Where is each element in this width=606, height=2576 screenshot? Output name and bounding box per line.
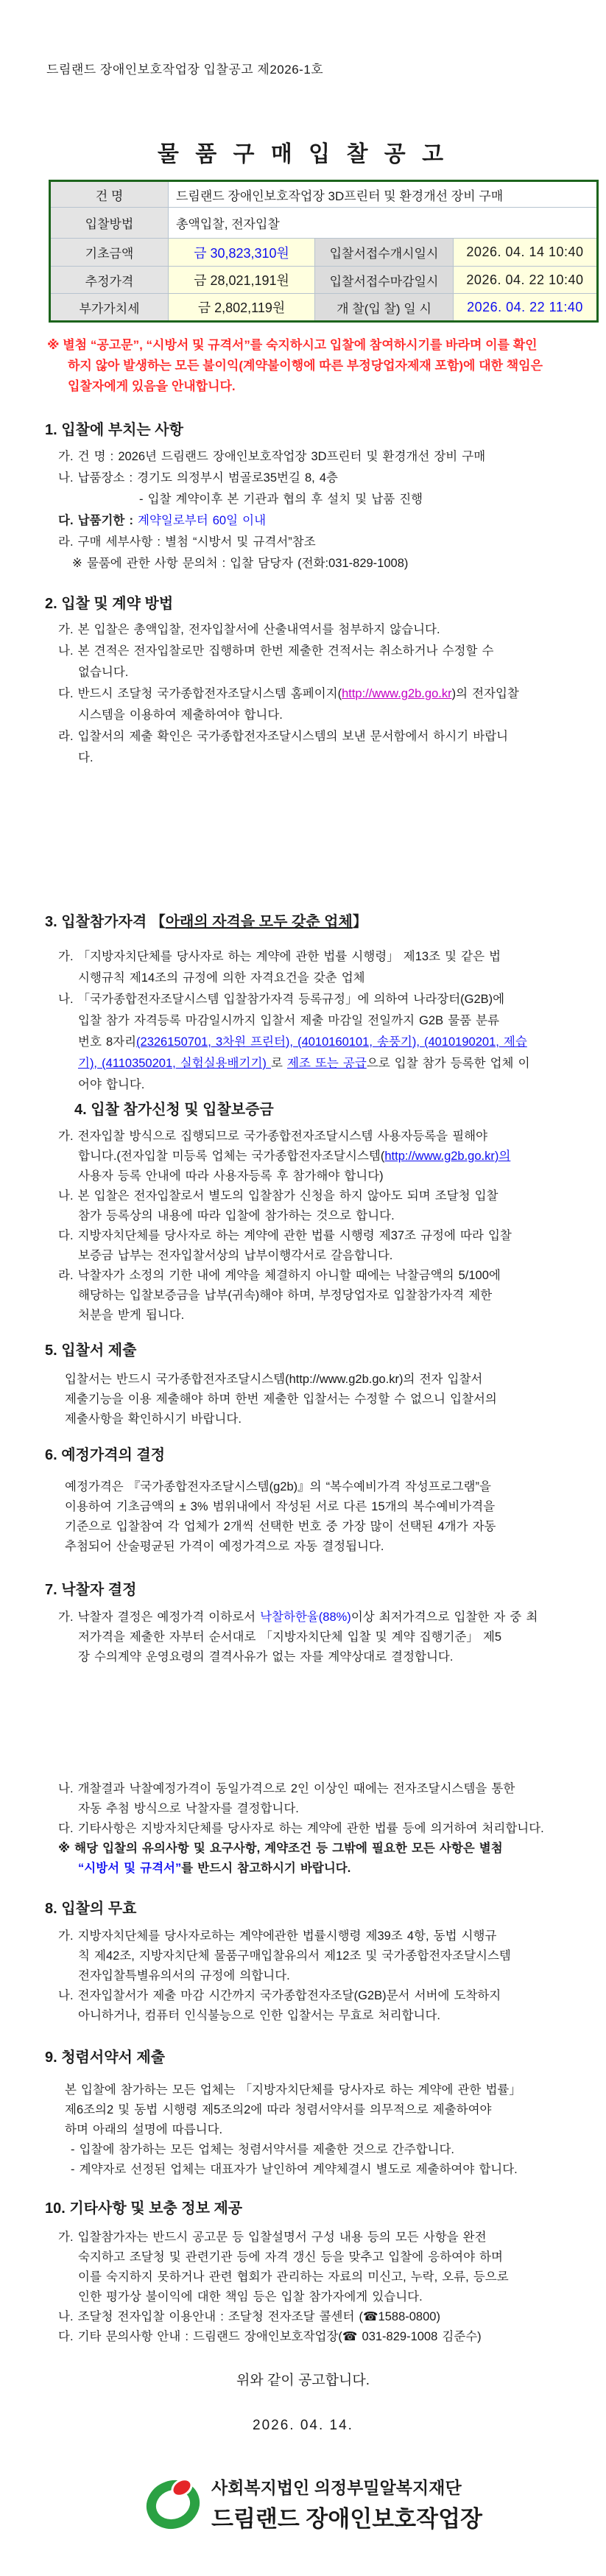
workplace-name: 드림랜드 장애인보호작업장 [211, 2506, 482, 2532]
text-segment: 10. 기타사항 및 보충 정보 제공 [45, 2200, 243, 2217]
row-label: 입찰방법 [50, 208, 169, 239]
text-segment: 가. 전자입찰 방식으로 집행되므로 국가종합전자조달시스템 사용자등록을 필해야 [58, 1130, 488, 1143]
text-line [45, 1986, 590, 2006]
text-line [45, 1946, 590, 1966]
bid-info-table [49, 180, 599, 323]
text-line [45, 1053, 590, 1074]
text-segment: 아래의 자격을 모두 갖춘 업체 [165, 914, 353, 930]
text-line [45, 553, 590, 574]
text-line [45, 1410, 590, 1429]
table-row [50, 208, 598, 239]
text-segment: 제출기능을 이용 제출해야 하며 한번 제출한 입찰서는 수정할 수 없으니 입찰서의 [65, 1393, 497, 1406]
text-segment: 하며 아래의 설명에 따릅니다. [65, 2123, 223, 2136]
text-line [45, 946, 590, 968]
text-segment: 보증금 납부는 전자입찰서상의 납부이행각서로 갈음합니다. [78, 1249, 393, 1262]
text-segment: 3. 입찰참가자격 【 [45, 914, 166, 930]
text-line [45, 2160, 590, 2180]
text-segment: 7. 낙찰자 결정 [45, 1582, 137, 1598]
text-segment: - 계약자로 선정된 업체는 대표자가 날인하여 계약체결시 별도로 제출하여야 합니다. [71, 2163, 518, 2176]
base-amount-value: 금 30,823,310원 [169, 239, 315, 267]
text-line [45, 446, 590, 468]
text-segment: 다. 지방자치단체를 당사자로 하는 계약에 관한 법률 시행령 제37조 규정에 따라 입찰 [58, 1229, 512, 1242]
announcement-date: 2026. 04. 14. [253, 2418, 353, 2433]
text-segment: 예정가격은 『국가종합전자조달시스템(g2b)』의 “복수예비가격 작성프로그램”을 [65, 1480, 491, 1493]
text-line [45, 989, 590, 1010]
text-segment: 어야 합니다. [78, 1078, 145, 1091]
text-line [45, 619, 590, 641]
text-line [45, 1390, 590, 1410]
text-segment: 가. 본 입찰은 총액입찰, 전자입찰서에 산출내역서를 첨부하지 않습니다. [58, 623, 440, 636]
text-segment: 2. 입찰 및 계약 방법 [45, 596, 174, 612]
text-line [45, 1477, 590, 1497]
text-line [45, 662, 590, 683]
text-segment: 번호 8자리 [78, 1035, 137, 1049]
text-segment: 나. 조달청 전자입찰 이용안내 : 조달청 전자조달 콜센터 (☎1588-0800) [58, 2310, 440, 2323]
section-heading [45, 1900, 590, 1918]
text-line [45, 2287, 590, 2307]
text-line [45, 1839, 590, 1859]
text-segment: )의 전자입찰 [451, 687, 519, 700]
text-line [45, 489, 590, 510]
text-segment: 인한 평가상 불이익에 대한 책임 등은 입찰 참가자에게 있습니다. [78, 2290, 423, 2304]
bid-open-datetime: 2026. 04. 14 10:40 [454, 239, 598, 267]
text-line [45, 468, 590, 489]
text-line [45, 1819, 590, 1839]
text-segment: 추첨되어 산술평균된 가격이 예정가격으로 자동 결정됩니다. [65, 1540, 384, 1553]
section-6 [45, 1446, 590, 1557]
text-line [45, 1010, 590, 1032]
bid-method-value: 총액입찰, 전자입찰 [169, 208, 598, 239]
section-8 [45, 1900, 590, 2026]
text-segment: 9. 청렴서약서 제출 [45, 2049, 166, 2066]
text-segment: 다. 반드시 조달청 국가종합전자조달시스템 홈페이지( [58, 687, 342, 700]
text-line [45, 705, 590, 726]
table-row [50, 294, 598, 322]
footer-organization [144, 2474, 482, 2533]
link-text[interactable]: http://www.g2b.go.kr [342, 687, 452, 700]
section-2 [45, 595, 590, 769]
text-segment: - 입찰 계약이후 본 기관과 협의 후 설치 및 납품 진행 [139, 493, 423, 506]
text-line [45, 1926, 590, 1946]
section-4 [45, 1101, 590, 1326]
text-segment: 1. 입찰에 부치는 사항 [45, 422, 183, 438]
text-segment: 입찰 참가 자격등록 마감일시까지 입찰서 제출 마감일 전일까지 G2B 물품 분류 [78, 1014, 500, 1027]
section-3 [45, 913, 590, 1096]
warning-line: 입찰자에게 있음을 안내합니다. [68, 379, 236, 393]
text-line [45, 1166, 590, 1186]
row-label-2: 개 찰(입 찰) 일 시 [315, 294, 454, 322]
text-segment: 이용하여 기초금액의 ± 3% 범위내에서 작성된 서로 다른 15개의 복수예비가격을 [65, 1500, 496, 1513]
opening-datetime: 2026. 04. 22 11:40 [454, 294, 598, 322]
text-segment: 계약일로부터 60일 이내 [138, 514, 267, 527]
text-segment: 다. 기타사항은 지방자치단체를 당사자로 하는 계약에 관한 법률 등에 의거하여 처리합니다. [58, 1822, 544, 1835]
text-line [45, 1370, 590, 1390]
text-segment: 으로 입찰 참가 등록한 업체 이 [366, 1057, 530, 1070]
text-line [45, 1074, 590, 1096]
text-segment: 나. 본 입찰은 전자입찰로서 별도의 입찰참가 신청을 하지 않아도 되며 조달청 입찰 [58, 1189, 498, 1203]
text-line [45, 1032, 590, 1053]
project-name-value: 드림랜드 장애인보호작업장 3D프린터 및 환경개선 장비 구매 [169, 181, 598, 208]
link-text[interactable]: 기), (4110350201, 실험실용배기기) [78, 1057, 271, 1070]
section-1 [45, 421, 590, 574]
row-label: 부가가치세 [50, 294, 169, 322]
text-line [45, 1306, 590, 1326]
text-segment: 라. 낙찰자가 소정의 기한 내에 계약을 체결하지 아니할 때에는 낙찰금액의 5/100에 [58, 1269, 501, 1282]
table-row [50, 267, 598, 294]
text-segment: 라. 입찰서의 제출 확인은 국가종합전자조달시스템의 보낸 문서함에서 하시기 바랍니 [58, 730, 509, 743]
text-segment: ※ 해당 입찰의 유의사항 및 요구사항, 계약조건 등 그밖에 필요한 모든 사항은 별첨 [58, 1842, 503, 1855]
text-line [45, 1497, 590, 1517]
text-segment: 저가격을 제출한 자부터 순서대로 「지방자치단체 입찰 및 계약 집행기준」 제5 [78, 1630, 502, 1644]
footer-text [211, 2474, 482, 2533]
text-segment: 다. 납품기한 : [58, 514, 138, 527]
text-segment: 를 반드시 참고하시기 바랍니다. [181, 1862, 351, 1875]
document-ref-number: 드림랜드 장애인보호작업장 입찰공고 제2026-1호 [46, 63, 324, 77]
text-line [45, 1127, 590, 1147]
text-line [45, 726, 590, 747]
text-segment: 다. 기타 문의사항 안내 : 드림랜드 장애인보호작업장(☎ 031-829-1008 김준수) [58, 2330, 482, 2343]
section-heading [45, 1581, 590, 1599]
section-10 [45, 2200, 590, 2347]
text-segment: ※ 물품에 관한 사항 문의처 : 입찰 담당자 (전화:031-829-1008) [72, 557, 409, 570]
text-line [45, 2120, 590, 2140]
text-line [45, 2248, 590, 2267]
text-segment: 처분을 받게 됩니다. [78, 1309, 185, 1322]
text-line [45, 1608, 590, 1627]
text-segment: 기준으로 입찰참여 각 업체가 2개씩 선택한 번호 중 가장 많이 선택된 4개가 자동 [65, 1520, 496, 1533]
text-segment: 숙지하고 조달청 및 관련기관 등에 자격 갱신 등을 맞추고 입찰에 응하여야 하며 [78, 2251, 503, 2264]
text-line [45, 1286, 590, 1306]
text-line [45, 1226, 590, 1246]
text-segment: - 입찰에 참가하는 모든 업체는 청렴서약서를 제출한 것으로 간주합니다. [71, 2143, 454, 2156]
text-segment: 로 [270, 1057, 287, 1070]
section-5 [45, 1342, 590, 1429]
text-line [45, 2327, 590, 2347]
link-text[interactable]: http://www.g2b.go.kr)의 [384, 1150, 511, 1163]
warning-line: ※ 별첨 “공고문”, “시방서 및 규격서”를 숙지하시고 입찰에 참여하시기를 바라며 이를 확인 [47, 338, 538, 352]
section-heading [45, 421, 590, 439]
text-segment: 가. 지방자치단체를 당사자로하는 계약에관한 법률시행령 제39조 4항, 동법 시행규 [58, 1929, 497, 1943]
text-line [45, 2267, 590, 2287]
text-segment: 사용자 등록 안내에 따라 사용자등록 후 참가해야 합니다) [78, 1169, 384, 1183]
text-line [45, 968, 590, 989]
text-line [45, 1537, 590, 1557]
text-segment: 나. 개찰결과 낙찰예정가격이 동일가격으로 2인 이상인 때에는 전자조달시스템을 통한 [58, 1782, 515, 1795]
text-line [45, 1147, 590, 1166]
text-segment: 가. 낙찰자 결정은 예정가격 이하로서 [58, 1611, 261, 1624]
text-segment: 가. 건 명 : 2026년 드림랜드 장애인보호작업장 3D프린터 및 환경개선 장비 구매 [58, 450, 486, 463]
table-row [50, 181, 598, 208]
text-segment: 시행규칙 제14조의 규정에 의한 자격요건을 갖춘 업체 [78, 971, 365, 985]
text-segment: 가. 입찰참가자는 반드시 공고문 등 입찰설명서 구성 내용 등의 모든 사항을 완전 [58, 2231, 487, 2244]
text-segment: 없습니다. [78, 666, 129, 679]
foundation-logo-icon [144, 2477, 202, 2531]
red-warning-note [47, 335, 571, 397]
text-line [45, 2006, 590, 2026]
text-line [45, 747, 590, 769]
text-segment: 이상 최저가격으로 입찰한 자 중 최 [350, 1611, 538, 1624]
text-segment: 나. 전자입찰서가 제출 마감 시간까지 국가종합전자조달(G2B)문서 서버에 도착하지 [58, 1989, 501, 2002]
text-segment: 나. 본 견적은 전자입찰로만 집행하며 한번 제출한 견적서는 취소하거나 수정할 수 [58, 644, 494, 658]
text-segment: 제6조의2 및 동법 시행령 제5조의2에 따라 청렴서약서를 의무적으로 제출하여야 [65, 2103, 492, 2116]
text-segment: 전자입찰특별유의서의 규정에 의합니다. [78, 1969, 290, 1982]
text-line [45, 2080, 590, 2100]
text-line [45, 2228, 590, 2248]
warning-line: 하지 않아 발생하는 모든 불이익(계약불이행에 따른 부정당업자제재 포함)에 대한 책임은 [68, 359, 543, 373]
section-heading [45, 1342, 590, 1359]
text-line [45, 1206, 590, 1226]
text-segment: 본 입찰에 참가하는 모든 업체는 「지방자치단체를 당사자로 하는 계약에 관한 법률」 [65, 2083, 521, 2097]
vat-value: 금 2,802,119원 [169, 294, 315, 322]
text-segment: 해당하는 입찰보증금을 납부(귀속)해야 하며, 부정당업자로 입찰참가자격 제한 [78, 1289, 493, 1302]
text-segment: 나. 납품장소 : 경기도 의정부시 범골로35번길 8, 4층 [58, 471, 338, 485]
text-segment: 낙찰하한율(88%) [260, 1611, 351, 1624]
section-heading [45, 1446, 590, 1464]
foundation-name: 사회복지법인 의정부밀알복지재단 [211, 2478, 462, 2497]
closing-statement: 위와 같이 공고합니다. [236, 2373, 370, 2388]
row-label: 기초금액 [50, 239, 169, 267]
text-segment: 】 [352, 914, 367, 930]
text-line [45, 510, 590, 532]
row-label: 추정가격 [50, 267, 169, 294]
section-7 [45, 1581, 590, 1879]
text-line [45, 683, 590, 705]
row-label-2: 입찰서접수개시일시 [315, 239, 454, 267]
text-line [45, 1859, 590, 1879]
text-segment: 합니다.(전자입찰 미등록 업체는 국가종합전자조달시스템( [78, 1150, 385, 1163]
estimated-price-value: 금 28,021,191원 [169, 267, 315, 294]
text-line [45, 1266, 590, 1286]
text-segment: 시스템을 이용하여 제출하여야 합니다. [78, 708, 283, 722]
text-line [45, 1647, 590, 1667]
text-line [45, 2307, 590, 2327]
table-row [50, 239, 598, 267]
link-text[interactable]: 제조 또는 공급 [287, 1057, 367, 1070]
section-heading [45, 2049, 590, 2066]
section-heading [45, 595, 590, 613]
text-segment: 제출사항을 확인하시기 바랍니다. [65, 1412, 242, 1426]
text-line [45, 1517, 590, 1537]
section-heading [45, 913, 590, 931]
text-segment: 8. 입찰의 무효 [45, 1901, 137, 1917]
text-line [45, 1779, 590, 1799]
page-title: 물 품 구 매 입 찰 공 고 [157, 142, 449, 166]
text-segment: 입찰서는 반드시 국가종합전자조달시스템(http://www.g2b.go.kr)의 전자 입찰서 [65, 1373, 483, 1386]
text-segment: 6. 예정가격의 결정 [45, 1447, 166, 1463]
text-segment: “시방서 및 규격서” [78, 1862, 182, 1875]
text-line [45, 1627, 590, 1647]
bid-close-datetime: 2026. 04. 22 10:40 [454, 267, 598, 294]
text-segment: 아니하거나, 컴퓨터 인식불능으로 인한 입찰서는 무효로 처리합니다. [78, 2009, 440, 2022]
text-line [45, 641, 590, 662]
text-segment: 참가 등록상의 내용에 따라 입찰에 참가하는 것으로 합니다. [78, 1209, 395, 1222]
text-line [45, 1799, 590, 1819]
section-heading [45, 1101, 590, 1119]
text-line [45, 532, 590, 553]
text-line [45, 1186, 590, 1206]
text-line [45, 2100, 590, 2120]
text-segment: 4. 입찰 참가신청 및 입찰보증금 [74, 1102, 274, 1118]
text-segment: 장 수의계약 운영요령의 결격사유가 없는 자를 계약상대로 결정합니다. [78, 1650, 454, 1664]
text-line [45, 1966, 590, 1986]
row-label-2: 입찰서접수마감일시 [315, 267, 454, 294]
row-label: 건 명 [50, 181, 169, 208]
text-segment: 라. 구매 세부사항 : 별첨 “시방서 및 규격서”참조 [58, 535, 316, 549]
text-line [45, 1246, 590, 1266]
text-line [45, 2140, 590, 2160]
section-heading [45, 2200, 590, 2217]
text-segment: 다. [78, 751, 94, 764]
section-9 [45, 2049, 590, 2180]
text-segment: 가. 「지방자치단체를 당사자로 하는 계약에 관한 법률 시행령」 제13조 및 같은 법 [58, 950, 501, 963]
text-segment: 이를 숙지하지 못하거나 관련 협회가 관리하는 자료의 미신고, 누락, 오류, 등으로 [78, 2270, 509, 2284]
text-segment: 5. 입찰서 제출 [45, 1342, 137, 1359]
text-segment: 자동 추첨 방식으로 낙찰자를 결정합니다. [78, 1802, 299, 1815]
text-segment: 나. 「국가종합전자조달시스템 입찰참가자격 등록규정」에 의하여 나라장터(G2B)에 [58, 993, 505, 1006]
link-text[interactable]: (2326150701, 3차원 프린터), (4010160101, 송풍기), (4010190201, 제습 [136, 1035, 527, 1049]
text-segment: 칙 제42조, 지방자치단체 물품구매입찰유의서 제12조 및 국가종합전자조달시스템 [78, 1949, 511, 1963]
